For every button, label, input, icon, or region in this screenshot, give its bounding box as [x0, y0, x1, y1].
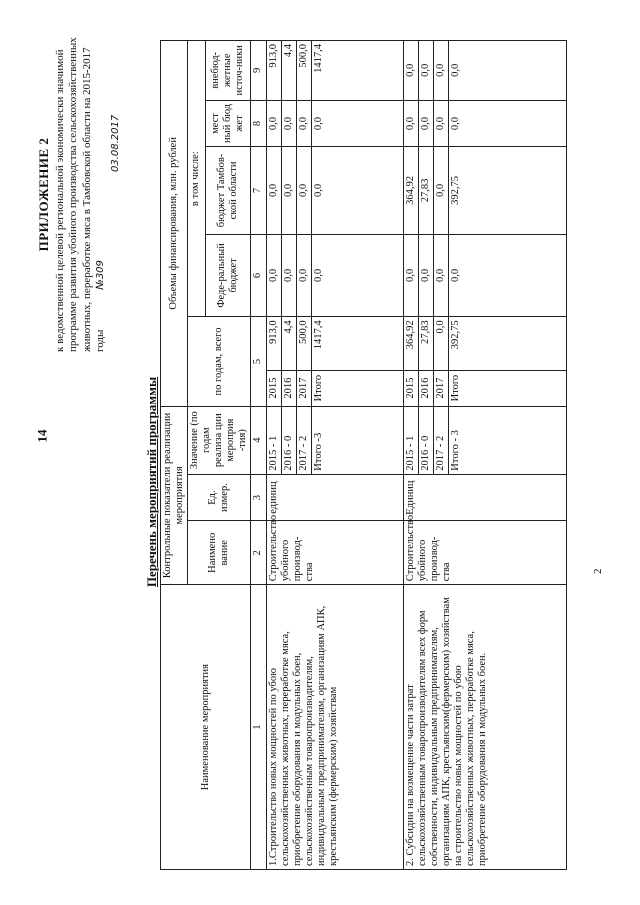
header-indicator-name: Наимено вание	[188, 521, 251, 585]
header-federal: Феде-ральный бюджет	[205, 234, 251, 317]
col-number: 1	[251, 585, 266, 870]
year-cell: Итого	[448, 370, 566, 406]
header-event-name: Наименование мероприятия	[161, 585, 251, 870]
indicator-value: Итого - 3	[448, 406, 566, 474]
indicator-name: Строительство убойного производ-ства	[403, 521, 566, 585]
header-local: мест ный бюд жет	[205, 100, 251, 147]
year-cell: 2016	[281, 370, 296, 406]
total-cell: 0,0	[433, 317, 448, 370]
indicator-value: 2016 - 0	[281, 406, 296, 474]
year-cell: 2015	[266, 370, 281, 406]
local-cell: 0,0	[281, 100, 296, 147]
events-table	[160, 40, 567, 870]
total-cell: 364,92	[403, 317, 418, 370]
header-row-1	[161, 41, 188, 870]
regional-cell: 0,0	[266, 147, 281, 234]
table-row	[266, 41, 281, 870]
col-number: 3	[251, 474, 266, 521]
federal-cell: 0,0	[311, 234, 403, 317]
year-cell: Итого	[311, 370, 403, 406]
regional-cell: 0,0	[433, 147, 448, 234]
col-number: 4	[251, 406, 266, 474]
year-cell: 2015	[403, 370, 418, 406]
table-row	[403, 41, 418, 870]
document-body	[32, 32, 632, 872]
total-cell: 1417,4	[311, 317, 403, 370]
header-value: Значение (по годам реализа ции мероприя -тия)	[188, 406, 251, 474]
registration-number: №309	[95, 260, 107, 290]
federal-cell: 0,0	[296, 234, 311, 317]
extra-cell: 0,0	[403, 41, 418, 101]
federal-cell: 0,0	[418, 234, 433, 317]
federal-cell: 0,0	[448, 234, 566, 317]
total-cell: 500,0	[296, 317, 311, 370]
header-unit: Ед. измер.	[188, 474, 251, 521]
federal-cell: 0,0	[266, 234, 281, 317]
indicator-value: 2016 - 0	[418, 406, 433, 474]
col-number: 5	[251, 317, 266, 406]
extra-cell: 0,0	[418, 41, 433, 101]
year-cell: 2017	[433, 370, 448, 406]
federal-cell: 0,0	[403, 234, 418, 317]
footer-number: 2	[592, 568, 604, 574]
local-cell: 0,0	[311, 100, 403, 147]
federal-cell: 0,0	[281, 234, 296, 317]
extra-cell: 913,0	[266, 41, 281, 101]
extra-cell: 1417,4	[311, 41, 403, 101]
col-number: 2	[251, 521, 266, 585]
appendix-body: к ведомственной целевой региональной экономически значимой программе развития убойного производства сельскохозяйственных животных, переработке мяса в Тамбовской области на 2015-2017 годы	[53, 37, 107, 352]
header-extra: внебюд-жетные источ-ники	[205, 41, 251, 101]
regional-cell: 364,92	[403, 147, 418, 234]
local-cell: 0,0	[418, 100, 433, 147]
regional-cell: 27,83	[418, 147, 433, 234]
year-cell: 2017	[296, 370, 311, 406]
list-title: Перечень мероприятий программы	[144, 376, 159, 588]
col-number: 8	[251, 100, 266, 147]
header-funding: Объемы финансирования, млн. рублей	[161, 41, 188, 407]
total-cell: 913,0	[266, 317, 281, 370]
regional-cell: 0,0	[281, 147, 296, 234]
appendix-text	[54, 37, 108, 352]
appendix-title: ПРИЛОЖЕНИЕ 2	[36, 137, 51, 252]
indicator-value: 2017 - 2	[296, 406, 311, 474]
federal-cell: 0,0	[433, 234, 448, 317]
registration-date: 03.08.2017	[110, 114, 121, 172]
indicator-value: 2015 - 1	[266, 406, 281, 474]
col-number: 7	[251, 147, 266, 234]
header-including: в том числе:	[188, 41, 206, 317]
total-cell: 4,4	[281, 317, 296, 370]
extra-cell: 0,0	[433, 41, 448, 101]
total-cell: 27,83	[418, 317, 433, 370]
extra-cell: 4,4	[281, 41, 296, 101]
regional-cell: 392,75	[448, 147, 566, 234]
extra-cell: 500,0	[296, 41, 311, 101]
indicator-name: Строительство убойного производ-ства	[266, 521, 403, 585]
year-cell: 2016	[418, 370, 433, 406]
event-name: 2. Субсидии на возмещение части затрат сельскохозяйственным товаропроизводителям всех форм собственности, индивидуальным предпринимателям, организациям АПК, крестьянским(фермерским) хозяйствам на строительство новых мощностей по убою сельскохозяйственных животных, переработке мяса, приобретение оборудования и модульных боен.	[403, 585, 566, 870]
local-cell: 0,0	[266, 100, 281, 147]
local-cell: 0,0	[296, 100, 311, 147]
column-number-row	[251, 41, 266, 870]
col-number: 6	[251, 234, 266, 317]
indicator-value: 2015 - 1	[403, 406, 418, 474]
header-indicators: Контрольные показатели реализации мероприятия	[161, 406, 188, 585]
col-number: 9	[251, 41, 266, 101]
local-cell: 0,0	[403, 100, 418, 147]
local-cell: 0,0	[433, 100, 448, 147]
total-cell: 392,75	[448, 317, 566, 370]
local-cell: 0,0	[448, 100, 566, 147]
regional-cell: 0,0	[311, 147, 403, 234]
page-number: 14	[34, 429, 50, 443]
extra-cell: 0,0	[448, 41, 566, 101]
regional-cell: 0,0	[296, 147, 311, 234]
event-name: 1.Строительство новых мощностей по убою сельскохозяйственных животных, переработке мяса, приобретение оборудования и модульных боен, сельскохозяйственным товаропроизводителям, индивидуальным предпринимателям, организациям АПК, крестьянским (фермерским) хозяйствам	[266, 585, 403, 870]
indicator-value: 2017 - 2	[433, 406, 448, 474]
indicator-unit: единиц	[266, 474, 403, 521]
header-regional: бюджет Тамбов-ской области	[205, 147, 251, 234]
header-by-years: по годам, всего	[188, 317, 251, 406]
indicator-unit: Единиц	[403, 474, 566, 521]
appendix-block	[36, 37, 107, 352]
indicator-value: Итого -3	[311, 406, 403, 474]
